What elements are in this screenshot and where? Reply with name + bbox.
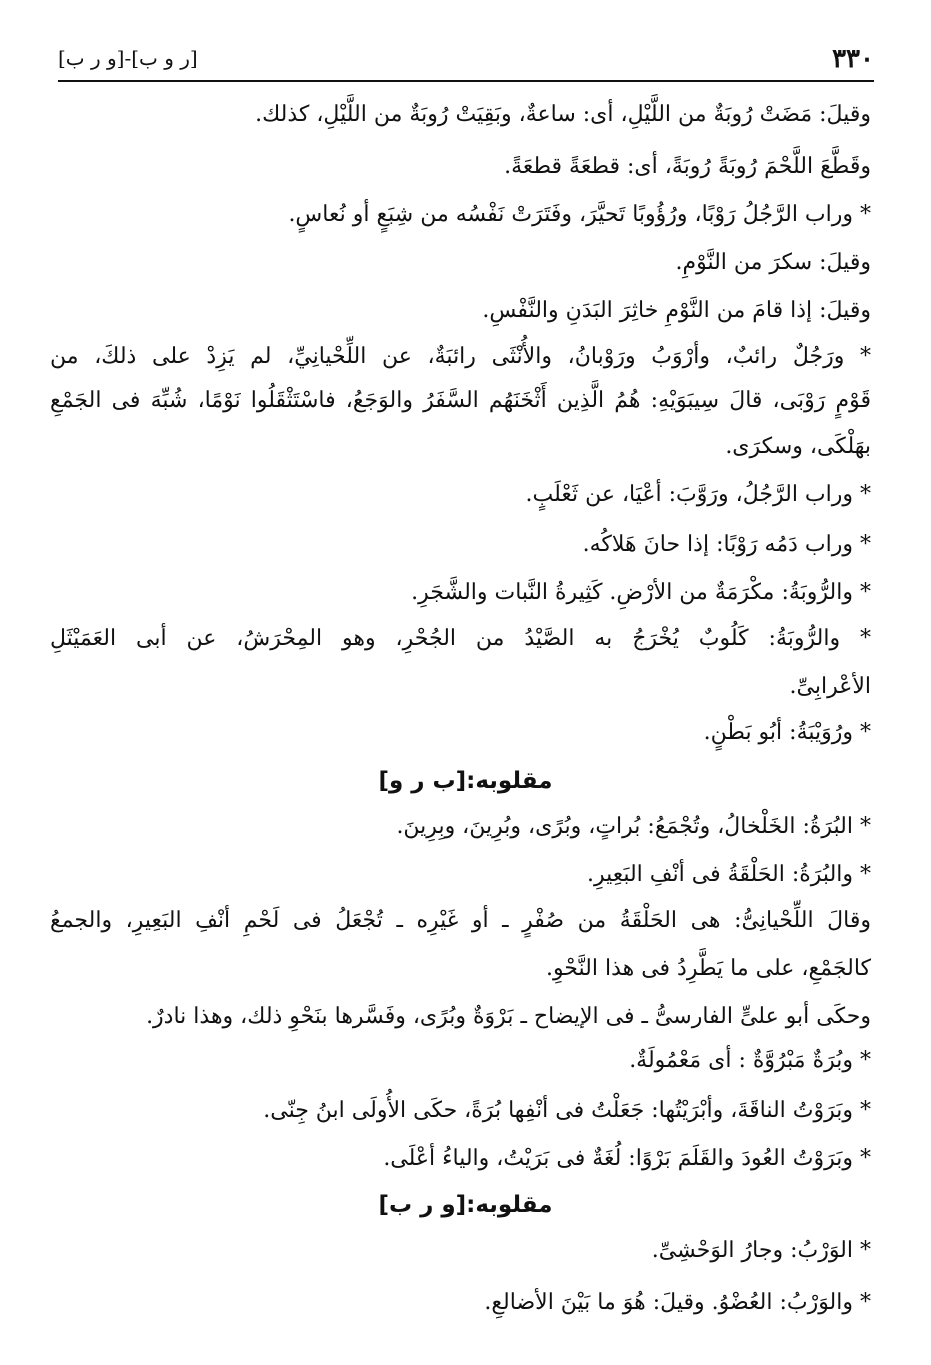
- text-line: * ورَجُلٌ رائبٌ، وأرْوَبُ ورَوْبانُ، والأُنْثَى رائبَةٌ، عن اللِّحْيانِيِّ، لم يَزِدْ على ذلكَ، من: [50, 344, 871, 369]
- text-line: * وراب دَمُه رَوْبًا: إذا حانَ هَلاكُه.: [582, 532, 871, 557]
- text-line: الأعْرابِىِّ.: [789, 674, 871, 699]
- section-title: مقلوبه:[و ر ب]: [378, 1192, 553, 1218]
- section-title: مقلوبه:[ب ر و]: [378, 768, 553, 794]
- text-line: * البُرَةُ: الخَلْخالُ، وتُجْمَعُ: بُراتٍ، وبُرًى، وبُرِينَ، وبِرِينَ.: [396, 814, 871, 839]
- text-line: * والوَرْبُ: العُضْوُ. وقيلَ: هُوَ ما بَيْنَ الأضالعِ.: [484, 1290, 871, 1315]
- text-line: بهَلْكَى، وسكرَى.: [725, 434, 871, 459]
- text-line: * الوَرْبُ: وجارُ الوَحْشِىِّ.: [651, 1238, 871, 1263]
- text-line: وحكَى أبو علىٍّ الفارسىُّ ـ فى الإيضاح ـ بَرْوَةٌ وبُرًى، وفَسَّرها بنَحْوِ ذلك، وهذا نادرٌ.: [146, 1004, 871, 1029]
- text-line: * وبَرَوْتُ الناقَةَ، وأبْرَيْتُها: جَعَلْتُ فى أنْفِها بُرَةً، حكَى الأُولَى ابنُ جِنّى.: [263, 1098, 871, 1123]
- text-line: وقالَ اللِّحْيانِىُّ: هى الحَلْقَةُ من صُفْرٍ ـ أو غَيْرِه ـ تُجْعَلُ فى لَحْمِ أنْفِ البَعِيرِ، والجمعُ: [50, 908, 871, 933]
- text-line: * والرُّوبَةُ: كَلُوبٌ يُخْرَجُ به الصَّيْدُ من الجُحْرِ، وهو المِحْرَشُ، عن أبى العَمَيْثَلِ: [50, 626, 871, 651]
- text-line: وقَطَّعَ اللَّحْمَ رُوبَةً رُوبَةً، أى: قطعَةً قطعَةً.: [504, 154, 871, 179]
- text-line: وقيلَ: مَضَتْ رُوبَةٌ من اللَّيْلِ، أى: ساعةٌ، وبَقِيَتْ رُوبَةٌ من اللَّيْلِ، كذلك.: [255, 102, 871, 127]
- text-line: * وبَرَوْتُ العُودَ والقَلَمَ بَرْوًا: لُغَةٌ فى بَرَيْتُ، والياءُ أعْلَى.: [383, 1146, 871, 1171]
- text-line: وقيلَ: سكرَ من النَّوْمِ.: [675, 250, 871, 275]
- text-line: * وراب الرَّجُلُ رَوْبًا، ورُؤُوبًا تَحيَّرَ، وفَتَرَتْ نَفْسُه من شِبَعٍ أو نُعاسٍ.: [288, 202, 871, 227]
- text-line: * وبُرَةٌ مَبْرُوَّةٌ : أى مَعْمُولَةٌ.: [629, 1048, 871, 1073]
- text-line: وقيلَ: إذا قامَ من النَّوْمِ خاثِرَ البَدَنِ والنَّفْسِ.: [482, 298, 871, 323]
- page-number: ٣٣٠: [832, 44, 874, 74]
- text-line: * ورُوَيْبَةُ: أبُو بَطْنٍ.: [703, 720, 871, 745]
- header-rule: [58, 80, 874, 82]
- text-line: * والرُّوبَةُ: مكْرَمَةٌ من الأرْضِ. كَثِيرةُ النَّبات والشَّجَرِ.: [411, 580, 871, 605]
- running-head: [ر و ب]-[و ر ب]: [58, 46, 198, 70]
- text-line: * والبُرَةُ: الحَلْقَةُ فى أنْفِ البَعِيرِ.: [586, 862, 871, 887]
- text-line: كالجَمْعِ، على ما يَطَّرِدُ فى هذا النَّحْوِ.: [545, 956, 871, 981]
- text-line: * وراب الرَّجُلُ، ورَوَّبَ: أعْيَا، عن ثَعْلَبٍ.: [525, 482, 871, 507]
- text-line: قَوْمٍ رَوْبَى، قالَ سِيبَوَيْهِ: هُمُ الَّذِين أَثْخَنَهُم السَّفَرُ والوَجَعُ، فاسْتَثْقَلُوا نَوْمًا، شُبِّهَ فى الجَمْعِ: [50, 388, 871, 413]
- page-header: [58, 40, 874, 78]
